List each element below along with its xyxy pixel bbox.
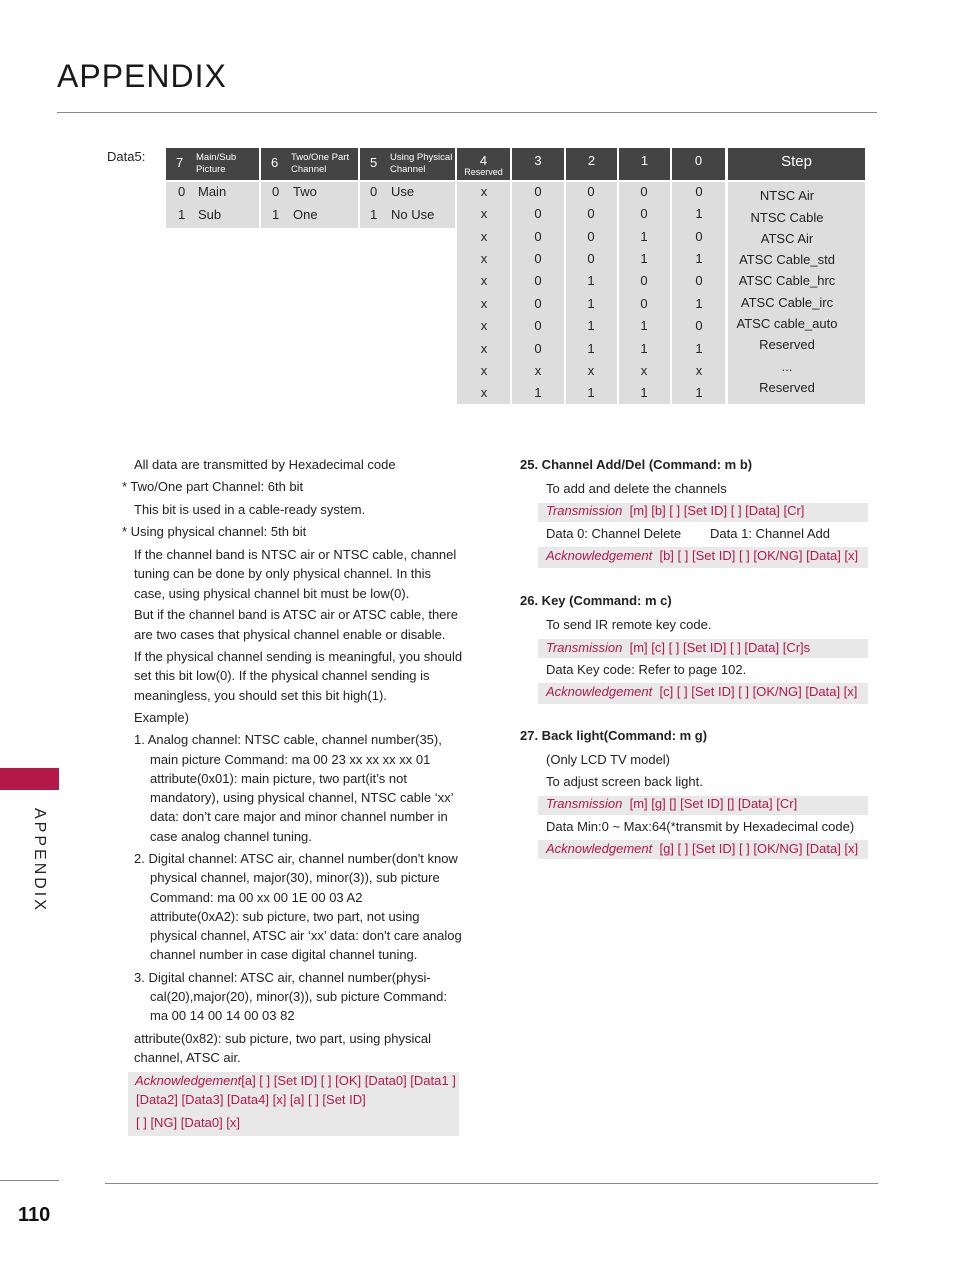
bit0-value: 1 bbox=[695, 206, 703, 221]
section-26-title: 26. Key (Command: m c) bbox=[520, 593, 672, 608]
bit1-value: 1 bbox=[640, 385, 648, 400]
page-number: 110 bbox=[18, 1204, 51, 1226]
bit2-value: 1 bbox=[587, 341, 595, 356]
header-bit2: 2 bbox=[566, 148, 617, 180]
bit2-value: 0 bbox=[587, 184, 595, 199]
note-line: If the channel band is NTSC air or NTSC cable, channel bbox=[134, 547, 457, 562]
note-line: * Two/One part Channel: 6th bit bbox=[122, 479, 304, 494]
bit1-value: 0 bbox=[640, 206, 648, 221]
bit3-value: 0 bbox=[534, 341, 542, 356]
bit7-meaning: Sub bbox=[198, 207, 222, 222]
bit3-value: 0 bbox=[534, 184, 542, 199]
note-line: But if the channel band is ATSC air or ATSC cable, there bbox=[134, 607, 458, 622]
bit4-value: x bbox=[480, 363, 488, 378]
note-line: physical channel, major(30), minor(3)), sub picture bbox=[150, 870, 440, 885]
bit0-value: 1 bbox=[695, 296, 703, 311]
section-26-transmission: Transmission [m] [c] [ ] [Set ID] [ ] [Data] [Cr]s bbox=[546, 640, 811, 655]
bit3-value: 0 bbox=[534, 206, 542, 221]
section-27-data: Data Min:0 ~ Max:64(*transmit by Hexadecimal code) bbox=[546, 819, 855, 834]
section-26-ack: Acknowledgement [c] [ ] [Set ID] [ ] [OK/NG] [Data] [x] bbox=[546, 684, 858, 699]
bit2-value: 1 bbox=[587, 296, 595, 311]
bit6-meaning: One bbox=[293, 207, 318, 222]
bit2-value: 1 bbox=[587, 385, 595, 400]
bit1-value: 0 bbox=[640, 184, 648, 199]
bit0-value: 1 bbox=[695, 385, 703, 400]
note-line: Example) bbox=[134, 710, 189, 725]
bit3-value: x bbox=[534, 363, 542, 378]
note-line: case, using physical channel bit must be low(0). bbox=[134, 586, 410, 601]
step-label: Reserved bbox=[759, 380, 815, 395]
note-line: main picture Command: ma 00 23 xx xx xx xx 01 bbox=[150, 752, 431, 767]
bit1-value: 1 bbox=[640, 341, 648, 356]
note-line: tuning can be done by only physical channel. In this bbox=[134, 566, 432, 581]
bit1-value: 1 bbox=[640, 229, 648, 244]
header-bit7: 7 Main/Sub Picture bbox=[166, 148, 259, 180]
note-line: physical channel, ATSC air ‘xx’ data: don't care analog bbox=[150, 928, 462, 943]
section-27-note: (Only LCD TV model) bbox=[546, 752, 671, 767]
section-26-data: Data Key code: Refer to page 102. bbox=[546, 662, 747, 677]
section-27-title: 27. Back light(Command: m g) bbox=[520, 728, 708, 743]
note-line: * Using physical channel: 5th bit bbox=[122, 524, 307, 539]
step-label: ATSC Cable_std bbox=[739, 252, 835, 267]
bit3-value: 0 bbox=[534, 296, 542, 311]
note-line: meaningless, you should set this bit high(1). bbox=[134, 688, 387, 703]
ack-line-3: [ ] [NG] [Data0] [x] bbox=[136, 1115, 241, 1130]
step-label: ATSC cable_auto bbox=[736, 316, 838, 331]
bit6-value: 0 bbox=[272, 184, 280, 199]
bit5-meaning: No Use bbox=[391, 207, 435, 222]
bit4-value: x bbox=[480, 229, 488, 244]
note-line: channel number in case digital channel tuning. bbox=[150, 947, 418, 962]
header-bit0: 0 bbox=[672, 148, 725, 180]
bit6-meaning: Two bbox=[293, 184, 317, 199]
bit1-value: 1 bbox=[640, 318, 648, 333]
header-bit3: 3 bbox=[512, 148, 564, 180]
step-label: ... bbox=[781, 359, 793, 374]
note-line: attribute(0xA2): sub picture, two part, not using bbox=[150, 909, 420, 924]
bit6-value: 1 bbox=[272, 207, 280, 222]
note-line: attribute(0x82): sub picture, two part, using physical bbox=[134, 1031, 431, 1046]
bit3-value: 0 bbox=[534, 273, 542, 288]
note-line: 1. Analog channel: NTSC cable, channel number(35), bbox=[134, 732, 442, 747]
note-line: 3. Digital channel: ATSC air, channel number(physi- bbox=[134, 970, 431, 985]
bit5-value: 0 bbox=[370, 184, 378, 199]
bit0-value: 0 bbox=[695, 273, 703, 288]
data5-label: Data5: bbox=[107, 149, 146, 164]
side-section-label: APPENDIX bbox=[31, 808, 48, 913]
side-tab-marker bbox=[0, 768, 59, 790]
section-27-ack: Acknowledgement [g] [ ] [Set ID] [ ] [OK/NG] [Data] [x] bbox=[546, 841, 859, 856]
top-rule bbox=[57, 112, 877, 113]
bit2-value: 1 bbox=[587, 318, 595, 333]
note-line: channel, ATSC air. bbox=[134, 1050, 241, 1065]
header-bit5: 5 Using Physical Channel bbox=[360, 148, 455, 180]
bit1-value: 0 bbox=[640, 296, 648, 311]
bit0-value: x bbox=[695, 363, 703, 378]
bit5-value: 1 bbox=[370, 207, 378, 222]
bit3-value: 0 bbox=[534, 251, 542, 266]
bit3-value: 0 bbox=[534, 318, 542, 333]
step-label: NTSC Air bbox=[759, 188, 815, 203]
section-25-data: Data 0: Channel Delete Data 1: Channel Add bbox=[546, 526, 831, 541]
note-line: data: don’t care major and minor channel number in bbox=[150, 809, 448, 824]
note-line: case analog channel tuning. bbox=[150, 829, 312, 844]
bit2-value: 0 bbox=[587, 206, 595, 221]
bit4-value: x bbox=[480, 341, 488, 356]
ack-line-2: [Data2] [Data3] [Data4] [x] [a] [ ] [Set ID] bbox=[136, 1092, 366, 1107]
bit4-value: x bbox=[480, 206, 488, 221]
bit0-value: 1 bbox=[695, 251, 703, 266]
step-label: ATSC Air bbox=[760, 231, 814, 246]
section-25-title: 25. Channel Add/Del (Command: m b) bbox=[520, 457, 753, 472]
bit2-value: 1 bbox=[587, 273, 595, 288]
note-line: are two cases that physical channel enable or disable. bbox=[134, 627, 446, 642]
note-line: 2. Digital channel: ATSC air, channel number(don't know bbox=[134, 851, 458, 866]
bit4-value: x bbox=[480, 251, 488, 266]
ack-line-1: Acknowledgement[a] [ ] [Set ID] [ ] [OK] [Data0] [Data1 ] bbox=[135, 1073, 456, 1088]
bit4-value: x bbox=[480, 184, 488, 199]
bit2-value: 0 bbox=[587, 229, 595, 244]
section-26-desc: To send IR remote key code. bbox=[546, 617, 712, 632]
header-bit4: 4 Reserved bbox=[457, 148, 510, 180]
note-line: This bit is used in a cable-ready system. bbox=[134, 502, 366, 517]
note-line: cal(20),major(20), minor(3)), sub picture Command: bbox=[150, 989, 447, 1004]
step-label: ATSC Cable_hrc bbox=[738, 273, 836, 288]
bit3-value: 0 bbox=[534, 229, 542, 244]
step-label: Reserved bbox=[759, 337, 815, 352]
header-step: Step bbox=[728, 148, 865, 180]
bit2-value: 0 bbox=[587, 251, 595, 266]
section-25-desc: To add and delete the channels bbox=[546, 481, 727, 496]
bit0-value: 0 bbox=[695, 184, 703, 199]
note-line: If the physical channel sending is meaningful, you should bbox=[134, 649, 463, 664]
note-line: attribute(0x01): main picture, two part(it’s not bbox=[150, 771, 407, 786]
bit0-value: 1 bbox=[695, 341, 703, 356]
bit4-value: x bbox=[480, 318, 488, 333]
bit4-value: x bbox=[480, 273, 488, 288]
bit7-meaning: Main bbox=[198, 184, 227, 199]
bit1-value: 0 bbox=[640, 273, 648, 288]
note-line: All data are transmitted by Hexadecimal code bbox=[134, 457, 396, 472]
side-rule bbox=[0, 1180, 59, 1181]
note-line: Command: ma 00 xx 00 1E 00 03 A2 bbox=[150, 890, 363, 905]
note-line: set this bit low(0). If the physical channel sending is bbox=[134, 668, 430, 683]
header-bit6: 6 Two/One Part Channel bbox=[261, 148, 358, 180]
section-27-desc: To adjust screen back light. bbox=[546, 774, 703, 789]
bit1-value: 1 bbox=[640, 251, 648, 266]
bit4-value: x bbox=[480, 296, 488, 311]
bit5-meaning: Use bbox=[391, 184, 415, 199]
section-25-ack: Acknowledgement [b] [ ] [Set ID] [ ] [OK/NG] [Data] [x] bbox=[546, 548, 859, 563]
section-27-transmission: Transmission [m] [g] [] [Set ID] [] [Data] [Cr] bbox=[546, 796, 798, 811]
section-25-transmission: Transmission [m] [b] [ ] [Set ID] [ ] [Data] [Cr] bbox=[546, 503, 805, 518]
bit0-value: 0 bbox=[695, 318, 703, 333]
bit7-value: 0 bbox=[178, 184, 186, 199]
bit1-value: x bbox=[640, 363, 648, 378]
bit3-value: 1 bbox=[534, 385, 542, 400]
bottom-rule bbox=[105, 1183, 878, 1184]
bit0-value: 0 bbox=[695, 229, 703, 244]
step-label: NTSC Cable bbox=[750, 210, 824, 225]
step-label: ATSC Cable_irc bbox=[740, 295, 834, 310]
note-line: ma 00 14 00 14 00 03 82 bbox=[150, 1008, 295, 1023]
bit7-value: 1 bbox=[178, 207, 186, 222]
page-title: APPENDIX bbox=[57, 58, 227, 94]
bit2-value: x bbox=[587, 363, 595, 378]
bit4-value: x bbox=[480, 385, 488, 400]
note-line: mandatory), using physical channel, NTSC cable ‘xx’ bbox=[150, 790, 454, 805]
header-bit1: 1 bbox=[619, 148, 670, 180]
